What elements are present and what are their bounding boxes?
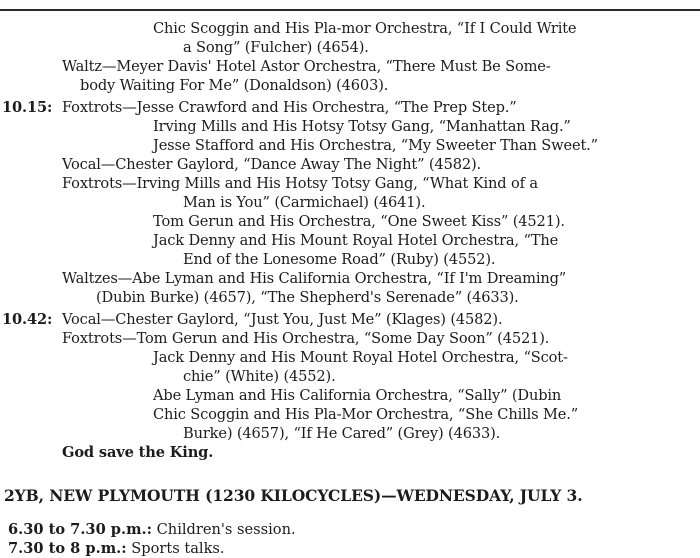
programme-line: Vocal—Chester Gaylord, “Just You, Just Me” (Klages) (4582).: [62, 311, 503, 328]
time-label: 10.15:: [2, 99, 53, 116]
programme-line: (Dubin Burke) (4657), “The Shepherd's Serenade” (4633).: [96, 289, 519, 306]
programme-line: Jesse Stafford and His Orchestra, “My Sweeter Than Sweet.”: [153, 137, 598, 154]
programme-line: Jack Denny and His Mount Royal Hotel Orchestra, “Scot-: [153, 349, 568, 366]
session-time: 6.30 to 7.30 p.m.:: [8, 521, 152, 538]
programme-line: a Song” (Fulcher) (4654).: [183, 39, 369, 56]
programme-line: Abe Lyman and His California Orchestra, “Sally” (Dubin: [153, 387, 562, 404]
session-line: [8, 539, 225, 558]
programme-line: body Waiting For Me” (Donaldson) (4603).: [80, 77, 389, 94]
time-label: 10.42:: [2, 311, 53, 328]
programme-line: Man is You” (Carmichael) (4641).: [183, 194, 426, 211]
programme-line: Jack Denny and His Mount Royal Hotel Orchestra, “The: [153, 232, 559, 249]
programme-line: Chic Scoggin and His Pla-mor Orchestra, “If I Could Write: [153, 20, 577, 37]
station-heading: 2YB, NEW PLYMOUTH (1230 KILOCYCLES)—WEDNESDAY, JULY 3.: [4, 486, 583, 505]
programme-line: Foxtrots—Jesse Crawford and His Orchestra, “The Prep Step.”: [62, 99, 517, 116]
programme-line: Waltz—Meyer Davis' Hotel Astor Orchestra, “There Must Be Some-: [62, 58, 551, 75]
programme-line: chie” (White) (4552).: [183, 368, 336, 385]
programme-line: Burke) (4657), “If He Cared” (Grey) (4633).: [183, 425, 501, 442]
programme-line: Tom Gerun and His Orchestra, “One Sweet Kiss” (4521).: [153, 213, 565, 230]
programme-line: Waltzes—Abe Lyman and His California Orchestra, “If I'm Dreaming”: [62, 270, 567, 287]
programme-line: End of the Lonesome Road” (Ruby) (4552).: [183, 251, 496, 268]
programme-line: Irving Mills and His Hotsy Totsy Gang, “Manhattan Rag.”: [153, 118, 571, 135]
session-text: Children's session.: [156, 521, 296, 538]
top-rule: [0, 9, 700, 11]
session-text: Sports talks.: [131, 540, 225, 557]
programme-line: Vocal—Chester Gaylord, “Dance Away The Night” (4582).: [62, 156, 482, 173]
programme-line: Foxtrots—Irving Mills and His Hotsy Totsy Gang, “What Kind of a: [62, 175, 538, 192]
programme-line: Foxtrots—Tom Gerun and His Orchestra, “Some Day Soon” (4521).: [62, 330, 550, 347]
session-line: [8, 520, 296, 539]
closing-line: God save the King.: [62, 444, 214, 461]
session-time: 7.30 to 8 p.m.:: [8, 540, 127, 557]
programme-line: Chic Scoggin and His Pla-Mor Orchestra, “She Chills Me.”: [153, 406, 579, 423]
